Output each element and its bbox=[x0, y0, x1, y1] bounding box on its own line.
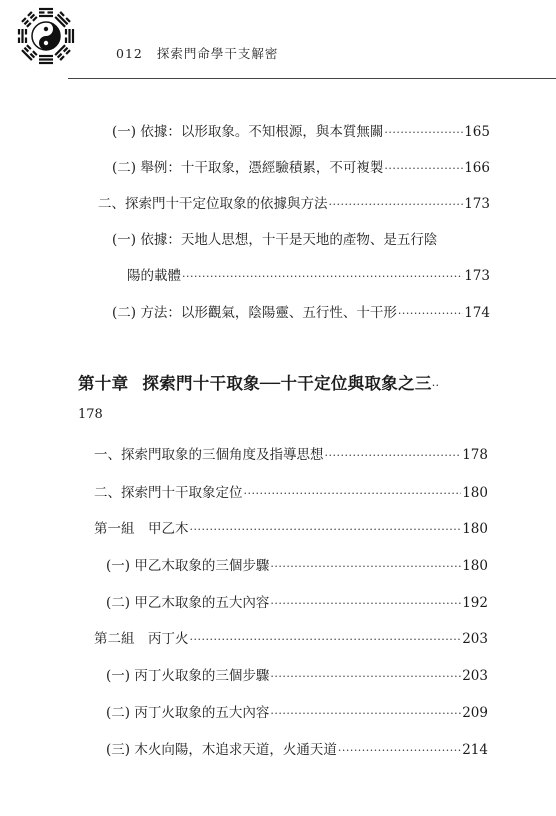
page-number: 012 bbox=[116, 46, 143, 61]
toc-entry[interactable] bbox=[112, 120, 490, 140]
toc-entry-title: 二、探索門十干定位取象的依據與方法 bbox=[98, 196, 328, 212]
toc-entry-title: (二) 舉例：十干取象，憑經驗積累，不可複製 bbox=[112, 160, 384, 176]
toc-entry-page: 173 bbox=[464, 268, 490, 284]
toc-entry-title: (三) 木火向陽，木追求天道，火通天道 bbox=[106, 742, 337, 758]
running-header bbox=[116, 44, 278, 62]
toc-entry[interactable] bbox=[106, 738, 488, 758]
toc-entry[interactable] bbox=[106, 591, 488, 611]
toc-entry-page: 192 bbox=[462, 595, 488, 611]
leader-dots bbox=[398, 307, 463, 320]
leader-dots bbox=[338, 744, 461, 757]
toc-entry-title: (一) 依據：以形取象。不知根源，與本質無關 bbox=[112, 124, 384, 140]
chapter-heading[interactable] bbox=[78, 370, 439, 394]
leader-dots bbox=[325, 449, 462, 462]
taiji-bagua-icon bbox=[14, 4, 78, 68]
toc-entry[interactable] bbox=[94, 627, 488, 647]
toc-entry[interactable] bbox=[94, 443, 488, 463]
toc-entry[interactable] bbox=[94, 481, 488, 501]
toc-entry-title: (二) 甲乙木取象的五大內容 bbox=[106, 595, 270, 611]
toc-entry-page: 174 bbox=[464, 305, 490, 321]
toc-entry-title: (一) 丙丁火取象的三個步驟 bbox=[106, 668, 270, 684]
toc-entry-page: 178 bbox=[462, 447, 488, 463]
toc-entry-title: (一) 甲乙木取象的三個步驟 bbox=[106, 558, 270, 574]
leader-dots bbox=[329, 198, 464, 211]
toc-entry-page: 214 bbox=[462, 742, 488, 758]
toc-entry[interactable] bbox=[127, 264, 490, 284]
toc-entry-title[interactable]: (一) 依據：天地人思想，十干是天地的產物、是五行陰 bbox=[112, 232, 438, 248]
toc-entry-title: 一、探索門取象的三個角度及指導思想 bbox=[94, 447, 324, 463]
toc-entry-page: 166 bbox=[464, 160, 490, 176]
toc-entry-page: 209 bbox=[462, 705, 488, 721]
leader-dots bbox=[270, 560, 461, 573]
toc-entry-title: (二) 丙丁火取象的五大內容 bbox=[106, 705, 270, 721]
leader-dots bbox=[384, 126, 463, 139]
chapter-title: 探索門十干取象──十干定位與取象之三 bbox=[142, 374, 432, 393]
toc-entry[interactable] bbox=[106, 701, 488, 721]
toc-entry-page: 180 bbox=[462, 521, 488, 537]
toc-entry[interactable] bbox=[106, 554, 488, 574]
toc-entry-title: 陽的載體 bbox=[127, 268, 181, 284]
leader-dots bbox=[190, 633, 462, 646]
toc-entry-page: 203 bbox=[462, 631, 488, 647]
leader-dots bbox=[384, 162, 463, 175]
toc-entry-title: 第二組 丙丁火 bbox=[94, 631, 189, 647]
leader-dots bbox=[244, 487, 462, 500]
leader-dots bbox=[190, 523, 462, 536]
toc-entry[interactable] bbox=[112, 156, 490, 176]
toc-entry[interactable] bbox=[98, 192, 490, 212]
chapter-number: 第十章 bbox=[78, 374, 129, 393]
book-title: 探索門命學干支解密 bbox=[156, 46, 279, 61]
toc-entry-title: 第一組 甲乙木 bbox=[94, 521, 189, 537]
leader-dots bbox=[270, 707, 461, 720]
toc-entry-title: (二) 方法：以形觀氣，陰陽靈、五行性、十干形 bbox=[112, 305, 397, 321]
toc-entry-page: 203 bbox=[462, 668, 488, 684]
toc-entry[interactable] bbox=[112, 301, 490, 321]
toc-entry[interactable] bbox=[106, 664, 488, 684]
toc-entry-title: 二、探索門十干取象定位 bbox=[94, 485, 243, 501]
chapter-leader: ·· bbox=[431, 379, 440, 392]
leader-dots bbox=[182, 270, 463, 283]
toc-entry-page: 180 bbox=[462, 558, 488, 574]
toc-entry[interactable] bbox=[94, 517, 488, 537]
toc-entry-page: 173 bbox=[464, 196, 490, 212]
leader-dots bbox=[270, 670, 461, 683]
chapter-page: 178 bbox=[78, 407, 103, 422]
toc-entry-page: 180 bbox=[462, 485, 488, 501]
toc-entry-page: 165 bbox=[464, 124, 490, 140]
header-rule bbox=[68, 78, 556, 79]
leader-dots bbox=[270, 597, 461, 610]
